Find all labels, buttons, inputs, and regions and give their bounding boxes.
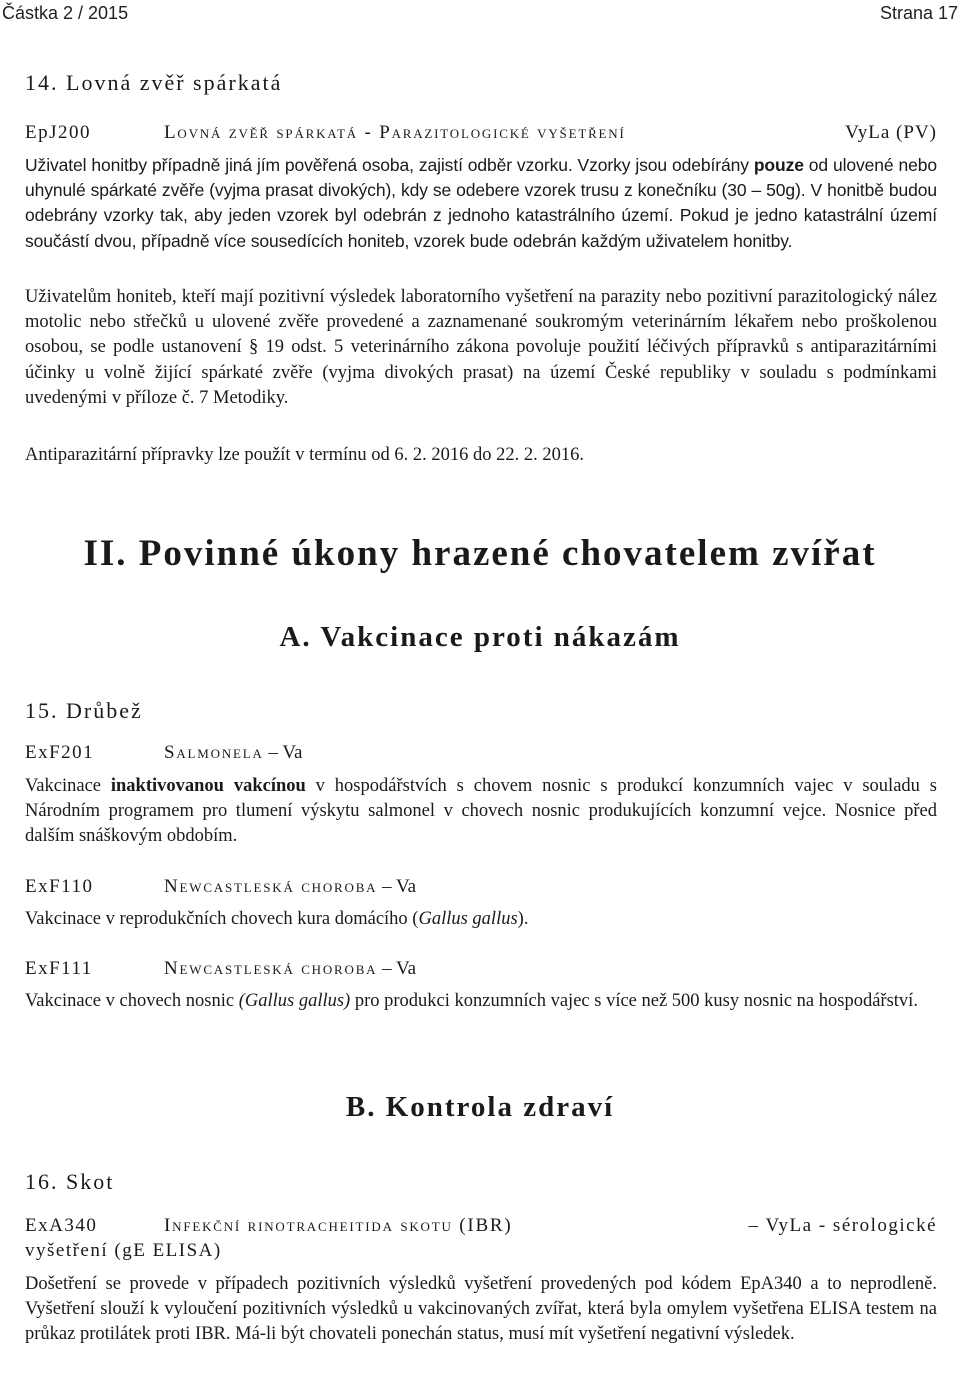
code-row-exf111: ExF111 Newcastleská choroba – Va — [25, 958, 417, 979]
header-issue: Částka 2 / 2015 — [2, 3, 129, 23]
exf201-paragraph: Vakcinace inaktivovanou vakcínou v hospodářstvích s chovem nosnic s produkcí konzumních vajec v souladu s Národním programem pro tlumení výskytu salmonel v chovech nosnic produkujících konzumní vejce. Nosnice před dalším snáškovým obdobím. — [25, 776, 937, 847]
title-salmonela: Salmonela — [164, 742, 264, 763]
section-16-heading: 16. Skot — [25, 1169, 115, 1194]
code-tail: VyLa (PV) — [845, 122, 937, 143]
s14-paragraph-1: Uživatel honitby případně jiná jím pověřená osoba, zajistí odběr vzorku. Vzorky jsou odebírány pouze od ulovené nebo uhynulé spárkaté zvěře (vyjma prasat divokých), kdy se odebere vzorek trusu z konečníku (30 – 50g). V honitbě budou odebrány vzorky tak, aby jeden vzorek byl odebrán z jednoho katastrálního území. Pokud je jedno katastrální území součástí dvou, případně více sousedících honiteb, vzorek bude odebrán každým uživatelem honitby. — [25, 155, 938, 251]
code-row-exf110: ExF110 Newcastleská choroba – Va — [25, 876, 417, 897]
code-exa340: ExA340 — [25, 1215, 98, 1236]
exf111-paragraph: Vakcinace v chovech nosnic (Gallus gallus) pro produkci konzumních vajec s více než 500 kusy nosnic na hospodářství. — [25, 991, 918, 1011]
code-exf111: ExF111 — [25, 958, 93, 979]
title-ibr: Infekční rinotracheitida skotu (IBR) — [164, 1215, 513, 1236]
code-title: Lovná zvěř spárkatá - Parazitologické vyšetření — [164, 122, 626, 143]
section-15-heading: 15. Drůbež — [25, 698, 143, 723]
exa340-paragraph: Došetření se provede v případech pozitivních výsledků vyšetření provedených pod kódem EpA340 a to neprodleně. Vyšetření slouží k vyloučení pozitivních výsledků u vakcinovaných zvířat, která byla omylem vyšetřena ELISA testem na průkaz protilátek proti IBR. Má-li být chovateli ponechán status, musí mít vyšetření negativní výsledek. — [25, 1274, 937, 1345]
part-2-title: II. Povinné úkony hrazené chovatelem zvířat — [83, 533, 877, 574]
section-14-heading: 14. Lovná zvěř spárkatá — [25, 70, 283, 95]
code-row-exa340: ExA340 Infekční rinotracheitida skotu (IBR) – VyLa - sérologické — [25, 1215, 937, 1236]
code-row-epj200 — [25, 122, 937, 144]
exa340-line2: vyšetření (gE ELISA) — [25, 1240, 222, 1261]
title-newcastle-2: Newcastleská choroba — [164, 958, 378, 979]
code-exf110: ExF110 — [25, 876, 94, 897]
title-newcastle-1: Newcastleská choroba — [164, 876, 378, 897]
part-b-title: B. Kontrola zdraví — [345, 1091, 615, 1123]
s14-paragraph-2: Uživatelům honiteb, kteří mají pozitivní výsledek laboratorního vyšetření na parazity nebo pozitivní parazitologický nález motolic nebo střečků u ulovené zvěře provedené a zaznamenané soukromým veterinárním lékařem nebo proškolenou osobou, se podle ustanovení § 19 odst. 5 veterinárního zákona povoluje použití léčivých přípravků s antiparazitárními účinky u volně žijící spárkaté zvěře (vyjma divokých prasat) na území České republiky v souladu s podmínkami uvedenými v příloze č. 7 Metodiky. — [25, 287, 937, 408]
code-row-exf201: ExF201 Salmonela – Va — [25, 742, 303, 763]
code-epj200: EpJ200 — [25, 122, 91, 143]
s14-paragraph-3: Antiparazitární přípravky lze použít v termínu od 6. 2. 2016 do 22. 2. 2016. — [25, 445, 584, 465]
part-2-subtitle-a: A. Vakcinace proti nákazám — [279, 621, 681, 653]
code-exf201: ExF201 — [25, 742, 95, 763]
header-page: Strana 17 — [879, 3, 958, 23]
exf110-paragraph: Vakcinace v reprodukčních chovech kura domácího (Gallus gallus). — [25, 909, 529, 929]
